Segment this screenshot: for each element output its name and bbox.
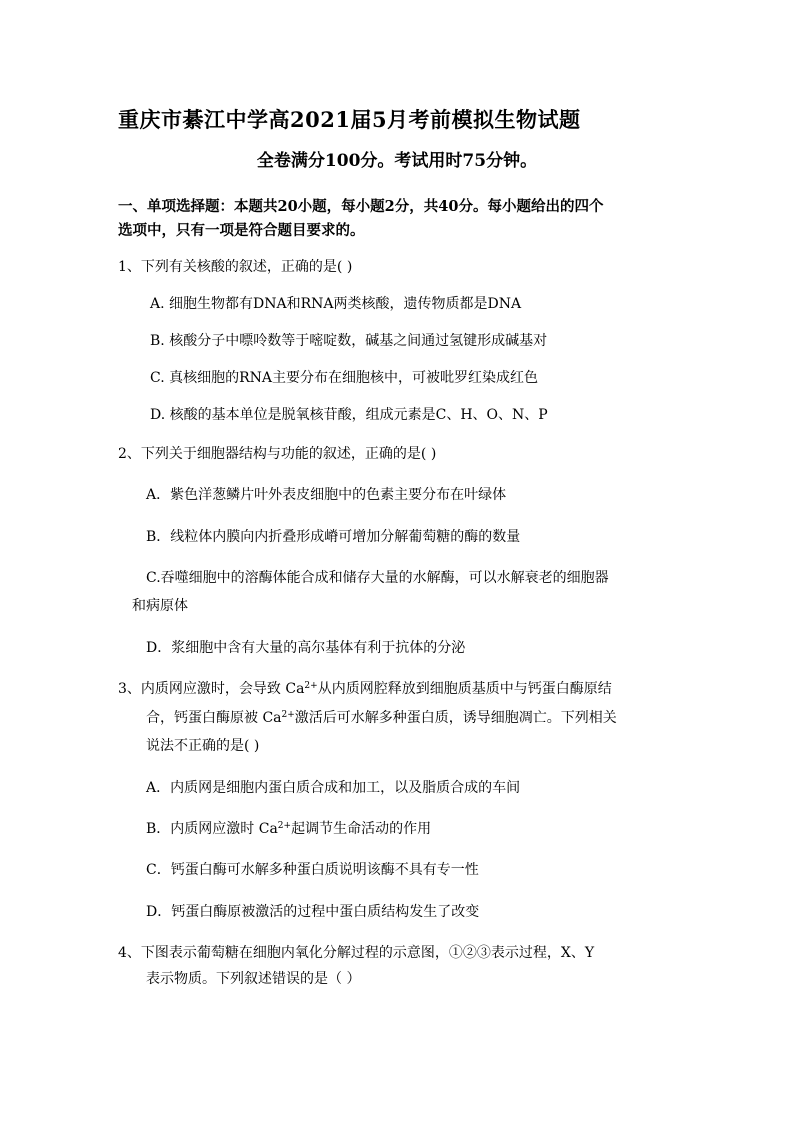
q3-option-b-post: 起调节生命活动的作用: [291, 821, 432, 837]
question-1-option-b: B. 核酸分子中嘌呤数等于嘧啶数，碱基之间通过氢键形成碱基对: [150, 333, 548, 349]
q3-option-b-pre: B．内质网应激时 Ca: [146, 821, 278, 837]
question-3-stem: [118, 679, 612, 699]
q3-line2-post: 激活后可水解多种蛋白质，诱导细胞凋亡。下列相关: [294, 710, 617, 726]
question-1-stem: 1、下列有关核酸的叙述，正确的是( ): [118, 259, 353, 275]
q3-option-b-superscript: 2+: [277, 821, 292, 831]
question-3-option-c: C．钙蛋白酶可水解多种蛋白质说明该酶不具有专一性: [146, 862, 479, 878]
question-2-option-b: B．线粒体内膜向内折叠形成嵴可增加分解葡萄糖的酶的数量: [146, 529, 521, 545]
question-3-option-b: [146, 819, 431, 839]
question-3-stem-line3: 说法不正确的是( ): [146, 738, 260, 754]
page-title: 重庆市綦江中学高2021届5月考前模拟生物试题: [118, 107, 581, 132]
question-1-option-d: D. 核酸的基本单位是脱氧核苷酸，组成元素是C、H、O、N、P: [150, 407, 548, 423]
question-1-option-a: A. 细胞生物都有DNA和RNA两类核酸，遗传物质都是DNA: [150, 296, 522, 312]
question-3-option-d: D．钙蛋白酶原被激活的过程中蛋白质结构发生了改变: [146, 904, 480, 920]
question-2-stem: 2、下列关于细胞器结构与功能的叙述，正确的是( ): [118, 446, 437, 462]
section-heading-line2: 选项中，只有一项是符合题目要求的。: [118, 222, 365, 239]
q3-line2-pre: 合，钙蛋白酶原被 Ca: [146, 710, 282, 726]
q3-superscript-2: 2+: [281, 710, 295, 720]
q3-superscript: 2+: [304, 681, 318, 691]
question-4-stem-line2: 表示物质。下列叙述错误的是（ ）: [146, 971, 361, 987]
question-3-option-a: A．内质网是细胞内蛋白质合成和加工，以及脂质合成的车间: [146, 780, 521, 796]
question-2-option-a: A．紫色洋葱鳞片叶外表皮细胞中的色素主要分布在叶绿体: [146, 487, 507, 503]
question-3-stem-line2: [146, 708, 617, 728]
question-2-option-c: C.吞噬细胞中的溶酶体能合成和储存大量的水解酶，可以水解衰老的细胞器: [146, 570, 609, 586]
q3-stem-post: 从内质网腔释放到细胞质基质中与钙蛋白酶原结: [317, 681, 612, 697]
question-2-option-d: D．浆细胞中含有大量的高尔基体有利于抗体的分泌: [146, 640, 466, 656]
page-subtitle: 全卷满分100分。考试用时75分钟。: [256, 151, 538, 171]
section-heading-line1: 一、单项选择题：本题共20小题，每小题2分，共40分。每小题给出的四个: [118, 198, 604, 215]
question-4-stem: 4、下图表示葡萄糖在细胞内氧化分解过程的示意图，①②③表示过程，X、Y: [118, 945, 595, 961]
question-1-option-c: C. 真核细胞的RNA主要分布在细胞核中，可被吡罗红染成红色: [150, 370, 539, 386]
q3-stem-pre: 3、内质网应激时，会导致 Ca: [118, 681, 305, 697]
question-2-option-c-continued: 和病原体: [132, 598, 188, 614]
